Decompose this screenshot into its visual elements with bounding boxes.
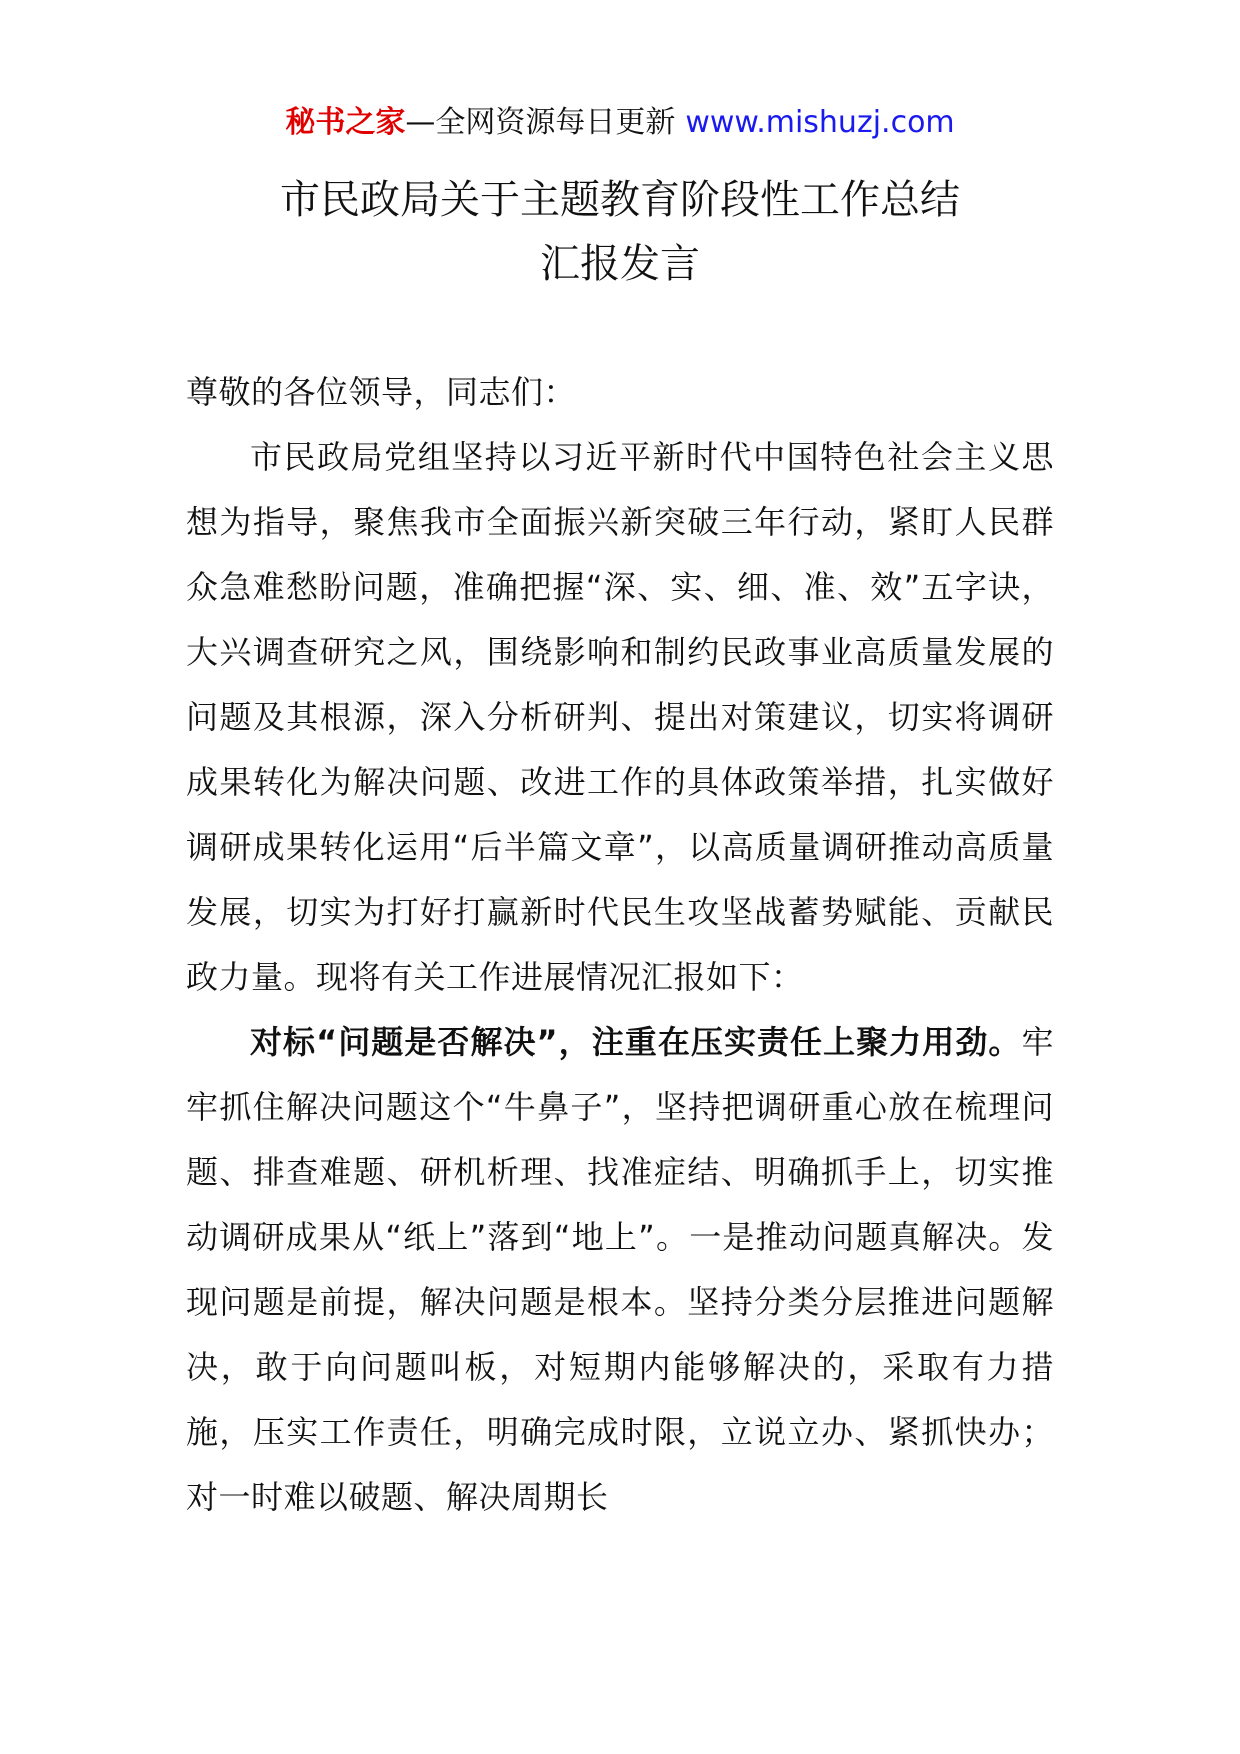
section-heading: 对标“问题是否解决”，注重在压实责任上聚力用劲。 <box>250 1023 1022 1061</box>
paragraph-section-1 <box>186 1010 1054 1530</box>
header-tagline: 全网资源每日更新 <box>435 105 676 140</box>
site-header <box>0 100 1240 146</box>
paragraph-intro: 市民政局党组坚持以习近平新时代中国特色社会主义思想为指导，聚焦我市全面振兴新突破三年行动，紧盯人民群众急难愁盼问题，准确把握“深、实、细、准、效”五字诀，大兴调查研究之风，围绕影响和制约民政事业高质量发展的问题及其根源，深入分析研判、提出对策建议，切实将调研成果转化为解决问题、改进工作的具体政策举措，扎实做好调研成果转化运用“后半篇文章”，以高质量调研推动高质量发展，切实为打好打赢新时代民生攻坚战蓄势赋能、贡献民政力量。现将有关工作进展情况汇报如下： <box>186 438 1054 996</box>
document-title-line-2: 汇报发言 <box>540 241 700 287</box>
document-title-line-1: 市民政局关于主题教育阶段性工作总结 <box>280 177 960 223</box>
salutation: 尊敬的各位领导，同志们： <box>186 373 577 411</box>
header-dash: — <box>405 105 436 140</box>
brand-name: 秘书之家 <box>285 105 406 140</box>
document-body <box>186 360 1054 1530</box>
section-text: 牢牢抓住解决问题这个“牛鼻子”，坚持把调研重心放在梳理问题、排查难题、研机析理、找准症结、明确抓手上，切实推动调研成果从“纸上”落到“地上”。一是推动问题真解决。发现问题是前提，解决问题是根本。坚持分类分层推进问题解决，敢于向问题叫板，对短期内能够解决的，采取有力措施，压实工作责任，明确完成时限，立说立办、紧抓快办；对一时难以破题、解决周期长 <box>186 1023 1054 1516</box>
site-url-link[interactable]: www.mishuzj.com <box>685 105 955 140</box>
